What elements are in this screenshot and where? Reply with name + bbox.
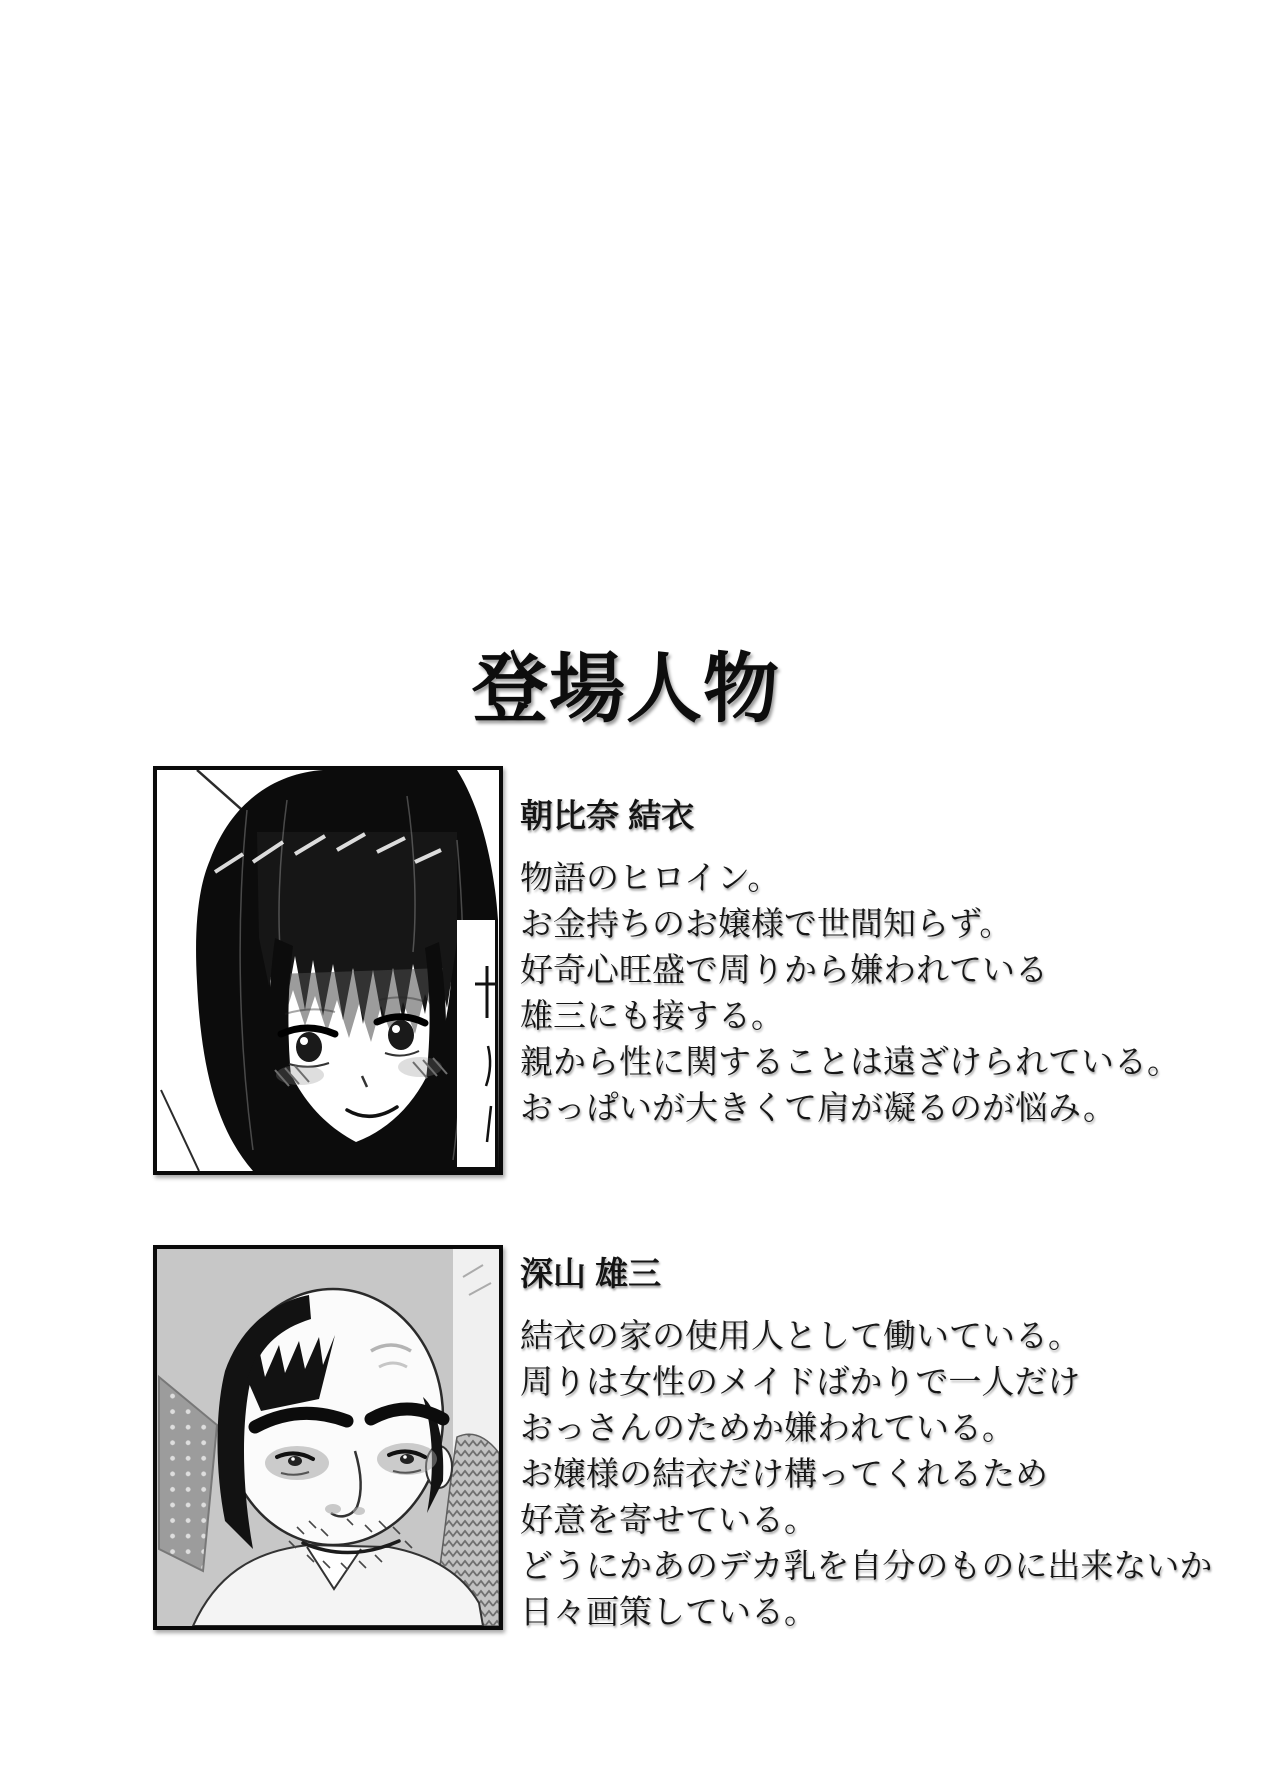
description-line: おっさんのためか嫌われている。 (520, 1411, 1015, 1447)
description-line: 雄三にも接する。 (520, 999, 784, 1035)
description-line: 物語のヒロイン。 (520, 861, 781, 897)
description-line: 周りは女性のメイドばかりで一人だけ (520, 1365, 1081, 1401)
description-line: 日々画策している。 (520, 1595, 817, 1631)
man-portrait-illustration (157, 1249, 499, 1626)
description-line: お金持ちのお嬢様で世間知らず。 (520, 907, 1013, 943)
girl-portrait-illustration (157, 770, 499, 1171)
character-name-yuzo: 深山 雄三 (520, 1255, 662, 1292)
portrait-yuzo (153, 1245, 503, 1630)
description-line: おっぱいが大きくて肩が凝るのが悩み。 (520, 1091, 1116, 1127)
character-description-yuzo (520, 1314, 1212, 1636)
portrait-yui (153, 766, 503, 1175)
character-name-yui: 朝比奈 結衣 (520, 797, 695, 834)
description-line: 親から性に関することは遠ざけられている。 (520, 1045, 1180, 1081)
description-line: 好意を寄せている。 (520, 1503, 817, 1539)
page-title: 登場人物 (472, 647, 780, 732)
description-line: 結衣の家の使用人として働いている。 (520, 1319, 1081, 1355)
description-line: お嬢様の結衣だけ構ってくれるため (520, 1457, 1048, 1493)
description-line: 好奇心旺盛で周りから嫌われている (520, 953, 1048, 989)
character-description-yui (520, 856, 1180, 1132)
description-line: どうにかあのデカ乳を自分のものに出来ないか (520, 1549, 1213, 1585)
